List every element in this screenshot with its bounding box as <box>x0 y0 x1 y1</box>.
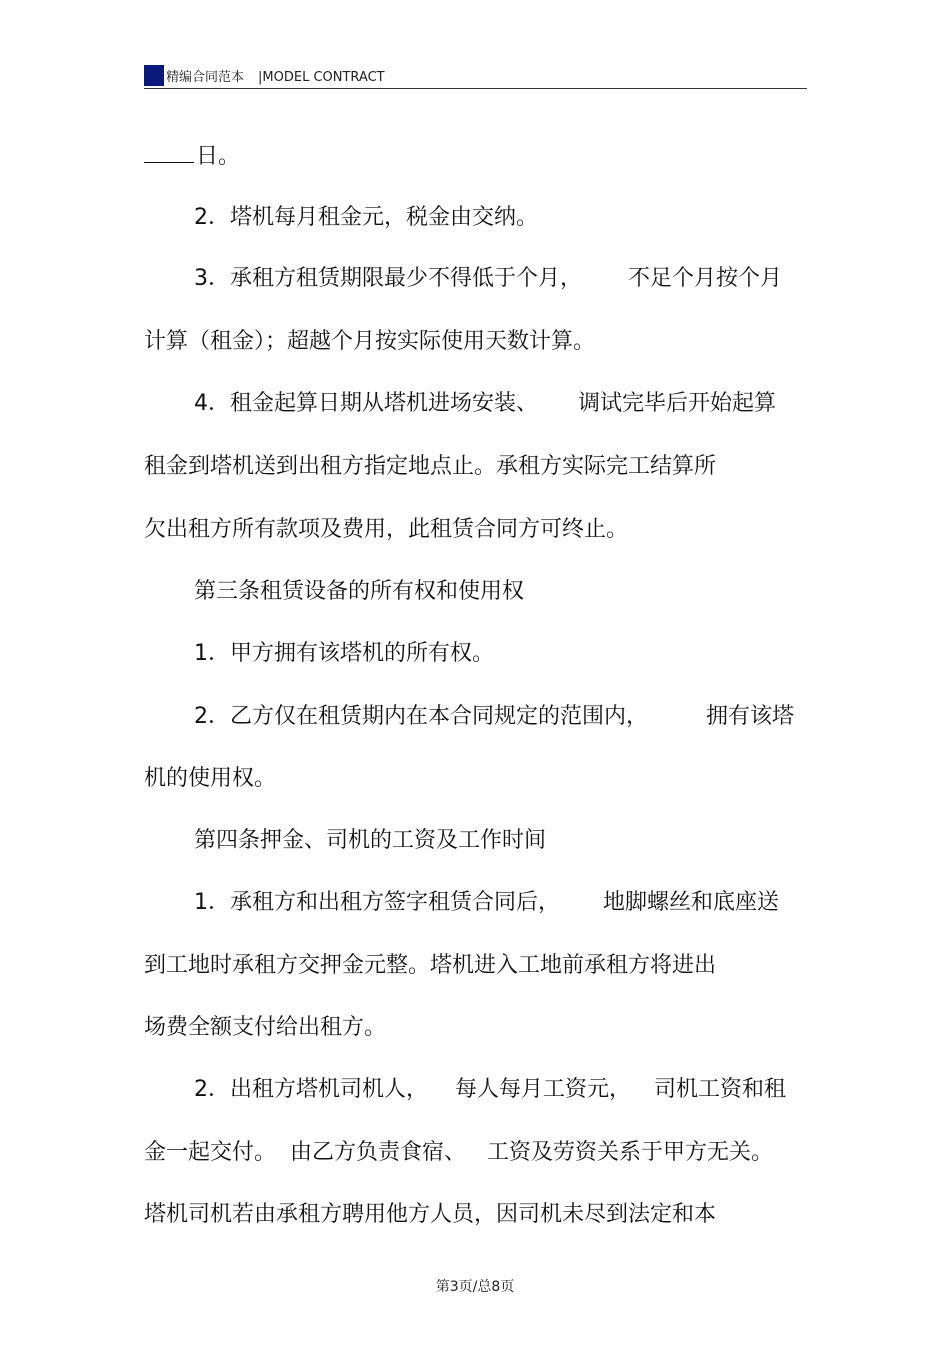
text-line: 2．乙方仅在租赁期内在本合同规定的范围内， <box>194 704 648 729</box>
header-title: 精编合同范本 <box>166 70 245 85</box>
section-heading: 第四条押金、司机的工资及工作时间 <box>194 828 547 853</box>
header-text <box>166 66 385 85</box>
text-line: 不足个月按个月 <box>628 266 783 291</box>
text-line: 3．承租方租赁期限最少不得低于个月， <box>194 266 582 291</box>
text-line: 地脚螺丝和底座送 <box>603 890 780 915</box>
text-line: 拥有该塔 <box>706 704 795 729</box>
text-line: 机的使用权。 <box>144 766 277 791</box>
page-number: 第3页/总8页 <box>435 1279 515 1295</box>
header-subtitle: MODEL CONTRACT <box>262 70 385 85</box>
section-heading: 第三条租赁设备的所有权和使用权 <box>194 579 525 604</box>
text-line: 到工地时承租方交押金元整。塔机进入工地前承租方将进出 <box>144 953 717 978</box>
text-line: 金一起交付。 <box>144 1140 277 1165</box>
text-line: 场费全额支付给出租方。 <box>144 1015 387 1040</box>
text-line: 调试完毕后开始起算 <box>578 391 777 416</box>
text-line: 4．租金起算日期从塔机进场安装、 <box>194 391 538 416</box>
header-separator: | <box>258 70 263 85</box>
text-line: 1．甲方拥有该塔机的所有权。 <box>194 641 494 666</box>
text-line: 塔机司机若由承租方聘用他方人员，因司机未尽到法定和本 <box>144 1202 717 1227</box>
page-header <box>144 60 807 89</box>
text-line: 工资及劳资关系于甲方无关。 <box>487 1140 774 1165</box>
text-line: 每人每月工资元， <box>455 1077 632 1102</box>
text-line: 由乙方负责食宿、 <box>290 1140 467 1165</box>
text-line: 租金到塔机送到出租方指定地点止。承租方实际完工结算所 <box>144 454 717 479</box>
text-line: 司机工资和租 <box>654 1077 787 1102</box>
text-line: 日。 <box>144 140 240 172</box>
text-line: 2．出租方塔机司机人， <box>194 1077 428 1102</box>
logo-icon <box>144 65 164 86</box>
text-line: 1．承租方和出租方签字租赁合同后， <box>194 890 560 915</box>
text-line: 欠出租方所有款项及费用，此租赁合同方可终止。 <box>144 517 629 542</box>
text-line: 2．塔机每月租金元，税金由交纳。 <box>194 205 538 230</box>
text-line: 计算（租金）；超越个月按实际使用天数计算。 <box>144 329 596 354</box>
fill-blank <box>144 140 194 163</box>
